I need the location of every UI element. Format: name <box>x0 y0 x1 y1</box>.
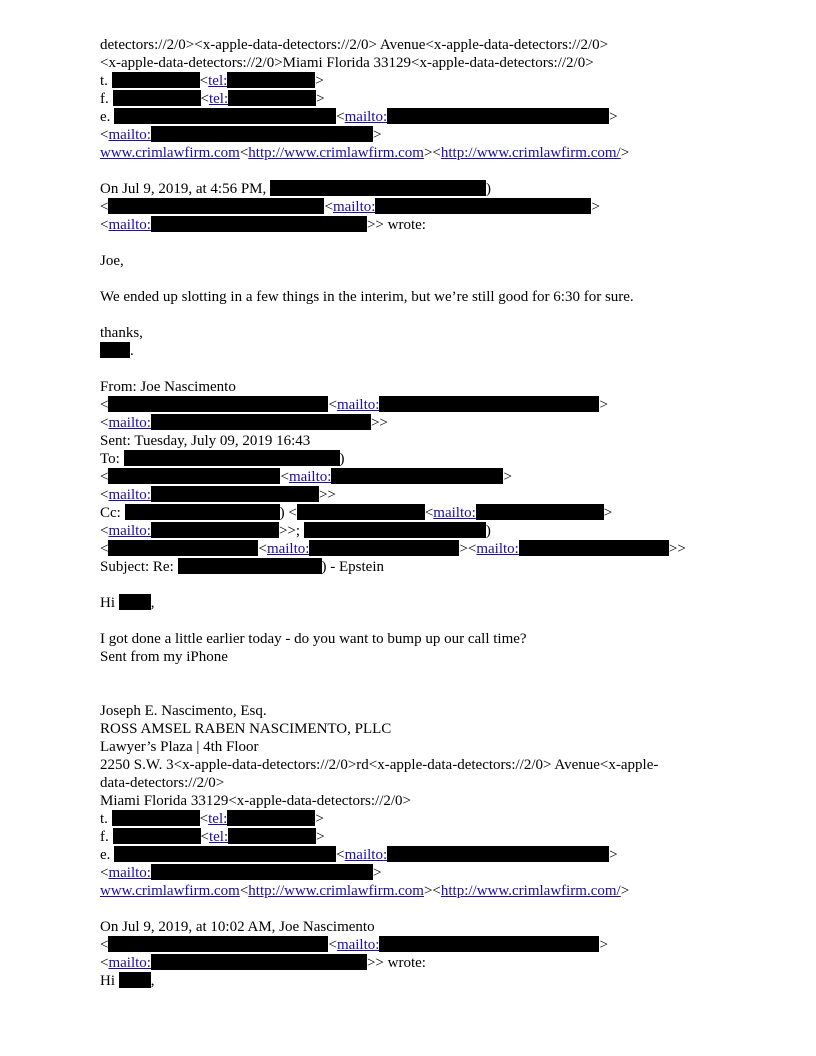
mailto-link[interactable]: mailto: <box>108 415 151 431</box>
redaction <box>151 414 371 430</box>
tel-link[interactable]: tel: <box>208 73 228 89</box>
quote-header-email-line-2: < <mailto: > <box>100 937 608 953</box>
redaction <box>297 504 425 520</box>
quote-header-wrote-line-2: <mailto: >> wrote: <box>100 955 426 971</box>
redaction <box>151 522 279 538</box>
redaction <box>112 72 200 88</box>
mailto-link[interactable]: mailto: <box>108 955 151 971</box>
website-http-slash-link[interactable]: http://www.crimlawfirm.com/ <box>440 145 621 161</box>
mailto-link[interactable]: mailto: <box>336 397 380 413</box>
address-miami-line <box>100 54 716 72</box>
website-http-link[interactable]: http://www.crimlawfirm.com <box>248 883 424 899</box>
tel-link[interactable]: tel: <box>208 829 229 845</box>
redaction <box>108 936 328 952</box>
website-line: www.crimlawfirm.com<http://www.crimlawfirm.com><http://www.crimlawfirm.com/> <box>100 145 630 161</box>
redaction <box>178 558 322 574</box>
redaction <box>379 396 599 412</box>
quote-header-wrote-line: <mailto: >> wrote: <box>100 217 426 233</box>
redaction <box>228 90 316 106</box>
mailto-link[interactable]: mailto: <box>108 217 151 233</box>
phone-line: t. <tel: > <box>100 73 324 89</box>
quote-header-line: On Jul 9, 2019, at 4:56 PM, ) <box>100 181 492 197</box>
redaction <box>151 864 373 880</box>
mailto-link[interactable]: mailto: <box>288 469 332 485</box>
redaction <box>151 954 367 970</box>
sig-firm: ROSS AMSEL RABEN NASCIMENTO, PLLC <box>100 721 392 737</box>
sig-name: Joseph E. Nascimento, Esq. <box>100 703 267 719</box>
redaction <box>304 522 486 538</box>
sig-plaza: Lawyer’s Plaza | 4th Floor <box>100 739 259 755</box>
to-email-line: < <mailto: > <box>100 469 512 485</box>
redaction <box>114 846 336 862</box>
mailto-link[interactable]: mailto: <box>108 865 151 881</box>
email-line-2: <mailto: > <box>100 127 382 143</box>
mailto-link[interactable]: mailto: <box>108 487 151 503</box>
sig-address-2: data-detectors://2/0> <box>100 775 225 791</box>
redaction <box>228 828 316 844</box>
redaction <box>476 504 604 520</box>
redaction <box>387 108 609 124</box>
address-text: <x-apple-data-detectors://2/0>Miami Florida 33129<x-apple-data-detectors://2/0> <box>100 55 594 71</box>
from-email-line-2: <mailto: >> <box>100 415 388 431</box>
mailto-link[interactable]: mailto: <box>332 199 376 215</box>
fax-line: f. <tel: > <box>100 829 325 845</box>
redaction <box>125 504 280 520</box>
mailto-link[interactable]: mailto: <box>108 127 151 143</box>
redaction <box>331 468 503 484</box>
mailto-link[interactable]: mailto: <box>476 541 519 557</box>
redaction <box>375 198 591 214</box>
redaction <box>119 972 151 988</box>
message-body: We ended up slotting in a few things in the interim, but we’re still good for 6:30 for sure. <box>100 289 634 305</box>
sig-address-1: 2250 S.W. 3<x-apple-data-detectors://2/0>rd<x-apple-data-detectors://2/0> Avenue<x-apple- <box>100 757 659 773</box>
redaction <box>387 846 609 862</box>
mailto-link[interactable]: mailto: <box>433 505 476 521</box>
redaction <box>227 810 315 826</box>
email-line: e. <mailto: > <box>100 109 618 125</box>
website-http-link[interactable]: http://www.crimlawfirm.com <box>248 145 424 161</box>
redaction <box>108 198 324 214</box>
redaction <box>519 540 669 556</box>
redaction <box>309 540 459 556</box>
redaction <box>151 216 367 232</box>
greeting-hi-2: Hi , <box>100 973 155 989</box>
mailto-link[interactable]: mailto: <box>344 847 388 863</box>
fax-line: f. <tel: > <box>100 91 325 107</box>
cc-line: Cc: ) < <mailto: > <box>100 505 613 521</box>
redaction <box>151 126 373 142</box>
redaction <box>113 828 201 844</box>
redaction <box>112 810 200 826</box>
redaction <box>113 90 201 106</box>
phone-line: t. <tel: > <box>100 811 324 827</box>
mailto-link[interactable]: mailto: <box>344 109 388 125</box>
website-link[interactable]: www.crimlawfirm.com <box>100 145 240 161</box>
address-text: detectors://2/0><x-apple-data-detectors://2/0> Avenue<x-apple-data-detectors://2/0> <box>100 37 609 53</box>
from-line: From: Joe Nascimento <box>100 379 236 395</box>
redaction <box>108 396 328 412</box>
greeting-hi: Hi , <box>100 595 155 611</box>
address-detectors-line <box>100 36 716 54</box>
email-document <box>100 36 716 990</box>
redaction <box>227 72 315 88</box>
quote-header-line-2: On Jul 9, 2019, at 10:02 AM, Joe Nascimento <box>100 919 375 935</box>
to-email-line-2: <mailto: >> <box>100 487 336 503</box>
redaction <box>108 468 280 484</box>
mailto-link[interactable]: mailto: <box>108 523 151 539</box>
redaction <box>119 594 151 610</box>
signoff: thanks, <box>100 325 143 341</box>
greeting: Joe, <box>100 253 124 269</box>
from-email-line: < <mailto: > <box>100 397 608 413</box>
cc-line-2: <mailto: >>; ) <box>100 523 491 539</box>
tel-link[interactable]: tel: <box>208 91 229 107</box>
website-line: www.crimlawfirm.com<http://www.crimlawfirm.com><http://www.crimlawfirm.com/> <box>100 883 630 899</box>
redaction <box>270 180 486 196</box>
tel-link[interactable]: tel: <box>208 811 228 827</box>
email-line: e. <mailto: > <box>100 847 618 863</box>
sender-name-line: . <box>100 342 716 360</box>
sent-from-iphone: Sent from my iPhone <box>100 649 228 665</box>
website-link[interactable]: www.crimlawfirm.com <box>100 883 240 899</box>
to-line: To: ) <box>100 451 345 467</box>
quote-header-email-line: < <mailto: > <box>100 199 600 215</box>
message-body-2: I got done a little earlier today - do you want to bump up our call time? <box>100 631 527 647</box>
cc-line-3: < <mailto: ><mailto: >> <box>100 541 686 557</box>
redaction <box>114 108 336 124</box>
sent-line: Sent: Tuesday, July 09, 2019 16:43 <box>100 433 311 449</box>
redaction <box>151 486 319 502</box>
redaction <box>379 936 599 952</box>
redaction <box>124 450 340 466</box>
mailto-link[interactable]: mailto: <box>336 937 380 953</box>
mailto-link[interactable]: mailto: <box>266 541 310 557</box>
website-http-slash-link[interactable]: http://www.crimlawfirm.com/ <box>440 883 621 899</box>
email-line-2: <mailto: > <box>100 865 382 881</box>
redaction <box>100 342 130 358</box>
redaction <box>108 540 258 556</box>
subject-line: Subject: Re: ) - Epstein <box>100 559 384 575</box>
sig-miami: Miami Florida 33129<x-apple-data-detectors://2/0> <box>100 793 412 809</box>
